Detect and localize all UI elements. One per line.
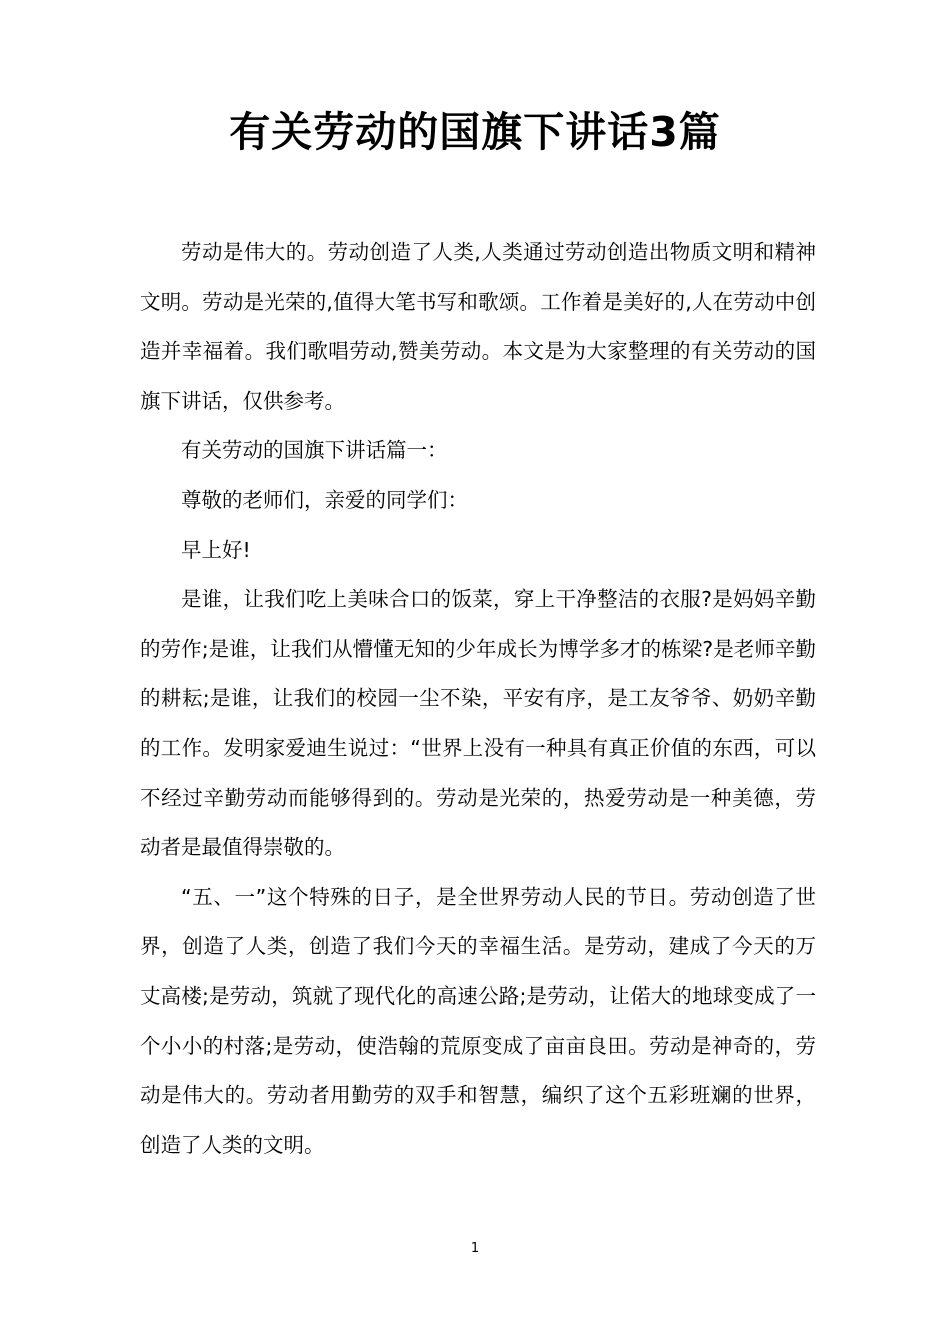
paragraph-section-heading: 有关劳动的国旗下讲话篇一：	[181, 438, 448, 463]
paragraph-greeting: 早上好!	[181, 537, 251, 562]
paragraph-salutation: 尊敬的老师们，亲爱的同学们：	[181, 487, 468, 512]
paragraph-body-2: “五、一”这个特殊的日子，是全世界劳动人民的节日。劳动创造了世界，创造了人类，创造了我们今天的幸福生活。是劳动，建成了今天的万丈高楼;是劳动，筑就了现代化的高速公路;是劳动，让偌大的地球变成了一个小小的村落;是劳动，使浩翰的荒原变成了亩亩良田。劳动是神奇的，劳动是伟大的。劳动者用勤劳的双手和智慧，编织了这个五彩班斓的世界，创造了人类的文明。	[140, 884, 816, 1157]
document-body	[140, 228, 816, 1170]
document-title: 有关劳动的国旗下讲话3篇	[229, 108, 721, 156]
paragraph-intro: 劳动是伟大的。劳动创造了人类,人类通过劳动创造出物质文明和精神文明。劳动是光荣的,值得大笔书写和歌颂。工作着是美好的,人在劳动中创造并幸福着。我们歌唱劳动,赞美劳动。本文是为大家整理的有关劳动的国旗下讲话，仅供参考。	[140, 240, 816, 413]
page-number: 1	[470, 1241, 480, 1256]
paragraph-body-1: 是谁，让我们吃上美味合口的饭菜，穿上干净整洁的衣服?是妈妈辛勤的劳作;是谁，让我们从懵懂无知的少年成长为博学多才的栋梁?是老师辛勤的耕耘;是谁，让我们的校园一尘不染，平安有序，是工友爷爷、奶奶辛勤的工作。发明家爱迪生说过：“世界上没有一种具有真正价值的东西，可以不经过辛勤劳动而能够得到的。劳动是光荣的，热爱劳动是一种美德，劳动者是最值得崇敬的。	[140, 587, 816, 860]
